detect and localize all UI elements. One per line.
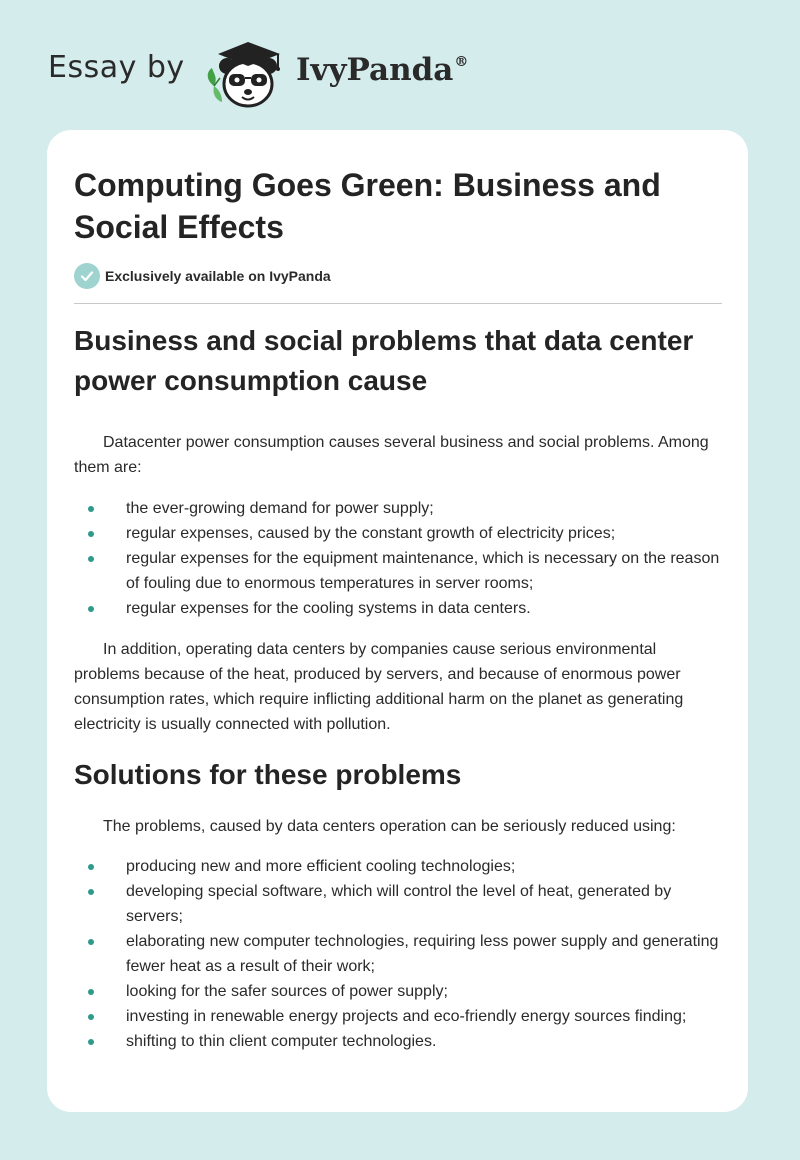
list-item: regular expenses, caused by the constant growth of electricity prices; bbox=[74, 521, 724, 546]
panda-logo-icon[interactable] bbox=[200, 36, 292, 110]
divider bbox=[74, 303, 722, 304]
essay-card bbox=[47, 130, 748, 1112]
list-item: the ever-growing demand for power supply; bbox=[74, 496, 724, 521]
list-item: developing special software, which will control the level of heat, generated by servers; bbox=[74, 879, 724, 929]
site-header bbox=[0, 0, 800, 130]
list-item: shifting to thin client computer technologies. bbox=[74, 1029, 724, 1054]
paragraph-environmental: In addition, operating data centers by companies cause serious environmental problems because of the heat, produced by servers, and because of enormous power consumption rates, which require inflicting additional harm on the planet as generating electricity is usually connected with pollution. bbox=[74, 641, 684, 733]
essay-content bbox=[74, 321, 724, 1054]
exclusive-badge bbox=[74, 263, 331, 289]
brand-name[interactable]: IvyPanda® bbox=[296, 52, 469, 88]
check-icon bbox=[74, 263, 100, 289]
paragraph-solutions-intro: The problems, caused by data centers operation can be seriously reduced using: bbox=[103, 818, 676, 835]
section-heading-problems: Business and social problems that data center power consumption cause bbox=[74, 325, 694, 396]
list-item: regular expenses for the cooling systems in data centers. bbox=[74, 596, 724, 621]
exclusive-badge-label: Exclusively available on IvyPanda bbox=[105, 268, 331, 284]
list-item: producing new and more efficient cooling technologies; bbox=[74, 854, 724, 879]
list-item: looking for the safer sources of power supply; bbox=[74, 979, 724, 1004]
list-item: elaborating new computer technologies, requiring less power supply and generating fewer heat as a result of their work; bbox=[74, 929, 724, 979]
section-heading-solutions: Solutions for these problems bbox=[74, 759, 462, 790]
paragraph-problems-intro: Datacenter power consumption causes several business and social problems. Among them are: bbox=[74, 434, 709, 476]
page-title: Computing Goes Green: Business and Social Effects bbox=[74, 167, 661, 245]
essay-by-label: Essay by bbox=[48, 50, 185, 85]
solutions-list bbox=[74, 854, 724, 1054]
list-item: investing in renewable energy projects and eco-friendly energy sources finding; bbox=[74, 1004, 724, 1029]
list-item: regular expenses for the equipment maintenance, which is necessary on the reason of fouling due to enormous temperatures in server rooms; bbox=[74, 546, 724, 596]
problems-list bbox=[74, 496, 724, 621]
